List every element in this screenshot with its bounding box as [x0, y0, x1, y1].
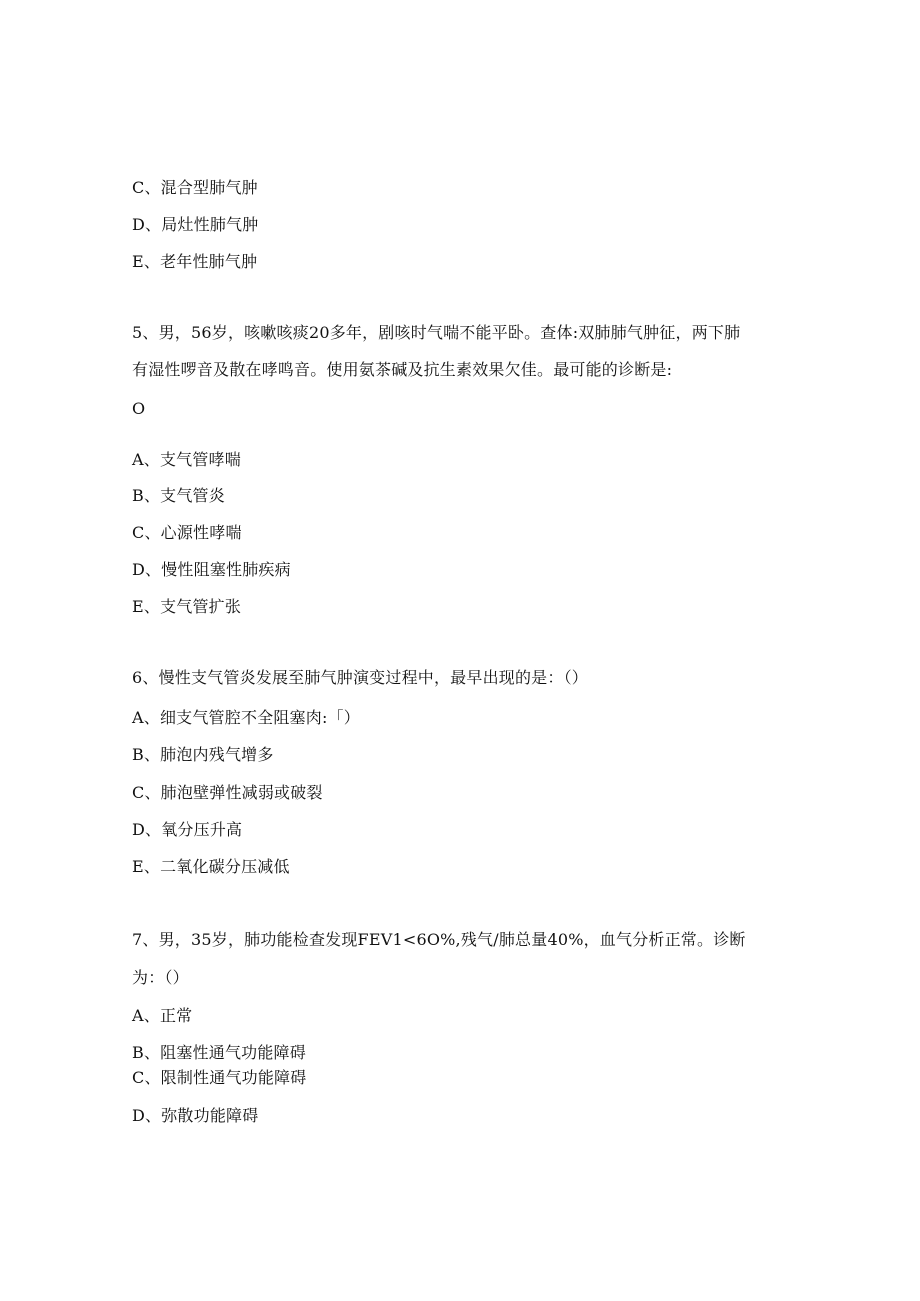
q6-stem: 6、慢性支气管炎发展至肺气肿演变过程中，最早出现的是：（） — [132, 668, 588, 687]
q5-option-b: B、支气管炎 — [132, 486, 225, 505]
q4-option-c: C、混合型肺气肿 — [132, 178, 258, 197]
q5-option-d: D、慢性阻塞性肺疾病 — [132, 560, 291, 579]
q6-option-e: E、二氧化碳分压减低 — [132, 857, 290, 876]
q7-stem-line2: 为：（） — [132, 968, 189, 987]
q5-option-c: C、心源性哮喘 — [132, 523, 242, 542]
q4-option-d: D、局灶性肺气肿 — [132, 215, 259, 234]
q5-stem-line1: 5、男，56岁，咳嗽咳痰20多年，剧咳时气喘不能平卧。查体:双肺肺气肿征，两下肺 — [132, 323, 741, 342]
q6-option-d: D、氧分压升高 — [132, 820, 243, 839]
q6-option-b: B、肺泡内残气增多 — [132, 745, 274, 764]
q7-option-b: B、阻塞性通气功能障碍 — [132, 1043, 306, 1062]
q6-option-a: A、细支气管腔不全阻塞肉:「） — [132, 708, 360, 727]
q5-option-e: E、支气管扩张 — [132, 597, 242, 616]
q7-option-a: A、正常 — [132, 1006, 193, 1025]
q6-option-c: C、肺泡壁弹性减弱或破裂 — [132, 783, 323, 802]
q5-stem-line3: O — [132, 399, 146, 418]
q7-option-d: D、弥散功能障碍 — [132, 1106, 259, 1125]
q7-stem-line1: 7、男，35岁，肺功能检查发现FEV1<6O%,残气/肺总量40%，血气分析正常。诊断 — [132, 930, 746, 949]
q5-option-a: A、支气管哮喘 — [132, 450, 241, 469]
q5-stem-line2: 有湿性啰音及散在哮鸣音。使用氨茶碱及抗生素效果欠佳。最可能的诊断是: — [132, 360, 673, 379]
q7-option-c: C、限制性通气功能障碍 — [132, 1068, 307, 1087]
q4-option-e: E、老年性肺气肿 — [132, 252, 258, 271]
